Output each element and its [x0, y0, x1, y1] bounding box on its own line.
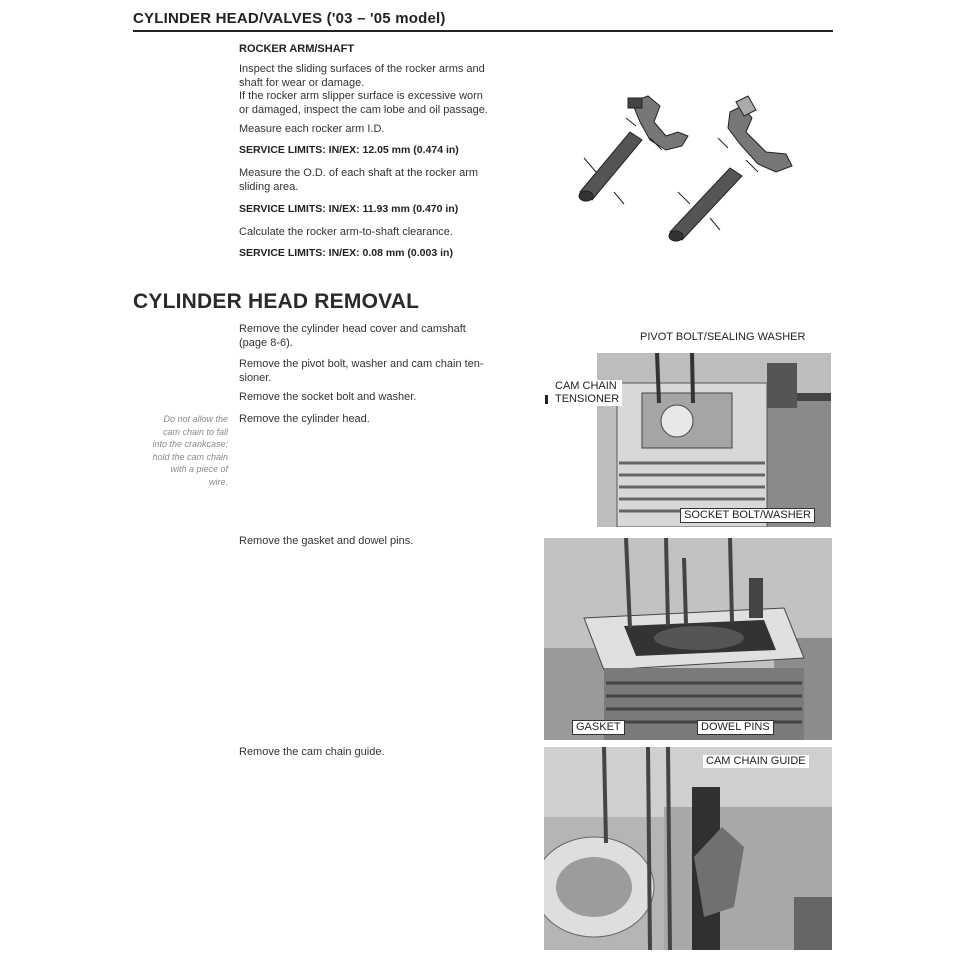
rocker-heading: ROCKER ARM/SHAFT — [239, 43, 355, 55]
rocker-arm-shaft-illustration — [570, 92, 820, 242]
note-line: into the crankcase; — [152, 439, 228, 449]
service-limit-2: SERVICE LIMITS: IN/EX: 11.93 mm (0.470 in) — [239, 203, 459, 215]
removal-step-4: Remove the cylinder head. — [239, 413, 370, 425]
note-line: wire. — [208, 476, 228, 487]
service-limit-1: SERVICE LIMITS: IN/EX: 12.05 mm (0.474 in) — [239, 144, 459, 156]
callout-dowel-pins: DOWEL PINS — [697, 720, 774, 735]
text-line: shaft for wear or damage. — [239, 76, 365, 89]
note-line: Do not allow the — [163, 414, 228, 424]
cylinder-head-photo — [597, 353, 831, 527]
callout-socket-bolt: SOCKET BOLT/WASHER — [680, 508, 815, 523]
rocker-paragraph-4 — [239, 167, 539, 194]
removal-step-3: Remove the socket bolt and washer. — [239, 391, 417, 403]
callout-cam-chain-guide: CAM CHAIN GUIDE — [703, 755, 809, 768]
section-title: CYLINDER HEAD REMOVAL — [133, 290, 420, 313]
note-line: with a piece of — [170, 464, 228, 474]
service-limit-3: SERVICE LIMITS: IN/EX: 0.08 mm (0.003 in) — [239, 247, 453, 259]
callout-gasket: GASKET — [572, 720, 625, 735]
page-header-title: CYLINDER HEAD/VALVES ('03 – '05 model) — [133, 10, 446, 27]
callout-cam-chain-tensioner — [552, 380, 622, 406]
text-line: sioner. — [239, 371, 272, 384]
text-line: Measure the O.D. of each shaft at the rocker arm — [239, 167, 479, 179]
rocker-paragraph-3: Measure each rocker arm I.D. — [239, 123, 385, 135]
removal-step-6: Remove the cam chain guide. — [239, 746, 385, 758]
side-note — [130, 413, 228, 488]
callout-marker — [545, 395, 548, 404]
removal-step-5: Remove the gasket and dowel pins. — [239, 535, 414, 547]
text-line: Remove the cylinder head cover and camshaft — [239, 323, 466, 335]
callout-line: TENSIONER — [555, 393, 620, 405]
rocker-paragraph-5: Calculate the rocker arm-to-shaft clearance. — [239, 226, 453, 238]
gasket-dowel-photo — [544, 538, 832, 740]
text-line: Remove the pivot bolt, washer and cam chain ten- — [239, 358, 484, 370]
text-line: (page 8-6). — [239, 336, 293, 349]
cam-chain-guide-photo — [544, 747, 832, 950]
note-line: hold the cam chain — [152, 451, 228, 462]
rocker-paragraph-1 — [239, 63, 539, 117]
text-line: or damaged, inspect the cam lobe and oil passage. — [239, 103, 488, 116]
page-header — [133, 10, 833, 32]
note-line: cam chain to fall — [162, 426, 228, 437]
text-line: If the rocker arm slipper surface is excessive worn — [239, 90, 483, 102]
text-line: Inspect the sliding surfaces of the rocker arms and — [239, 63, 485, 75]
callout-pivot-bolt: PIVOT BOLT/SEALING WASHER — [637, 331, 808, 344]
text-line: sliding area. — [239, 180, 299, 193]
removal-step-2 — [239, 358, 539, 385]
callout-line: CAM CHAIN — [555, 380, 617, 392]
removal-step-1 — [239, 323, 539, 350]
